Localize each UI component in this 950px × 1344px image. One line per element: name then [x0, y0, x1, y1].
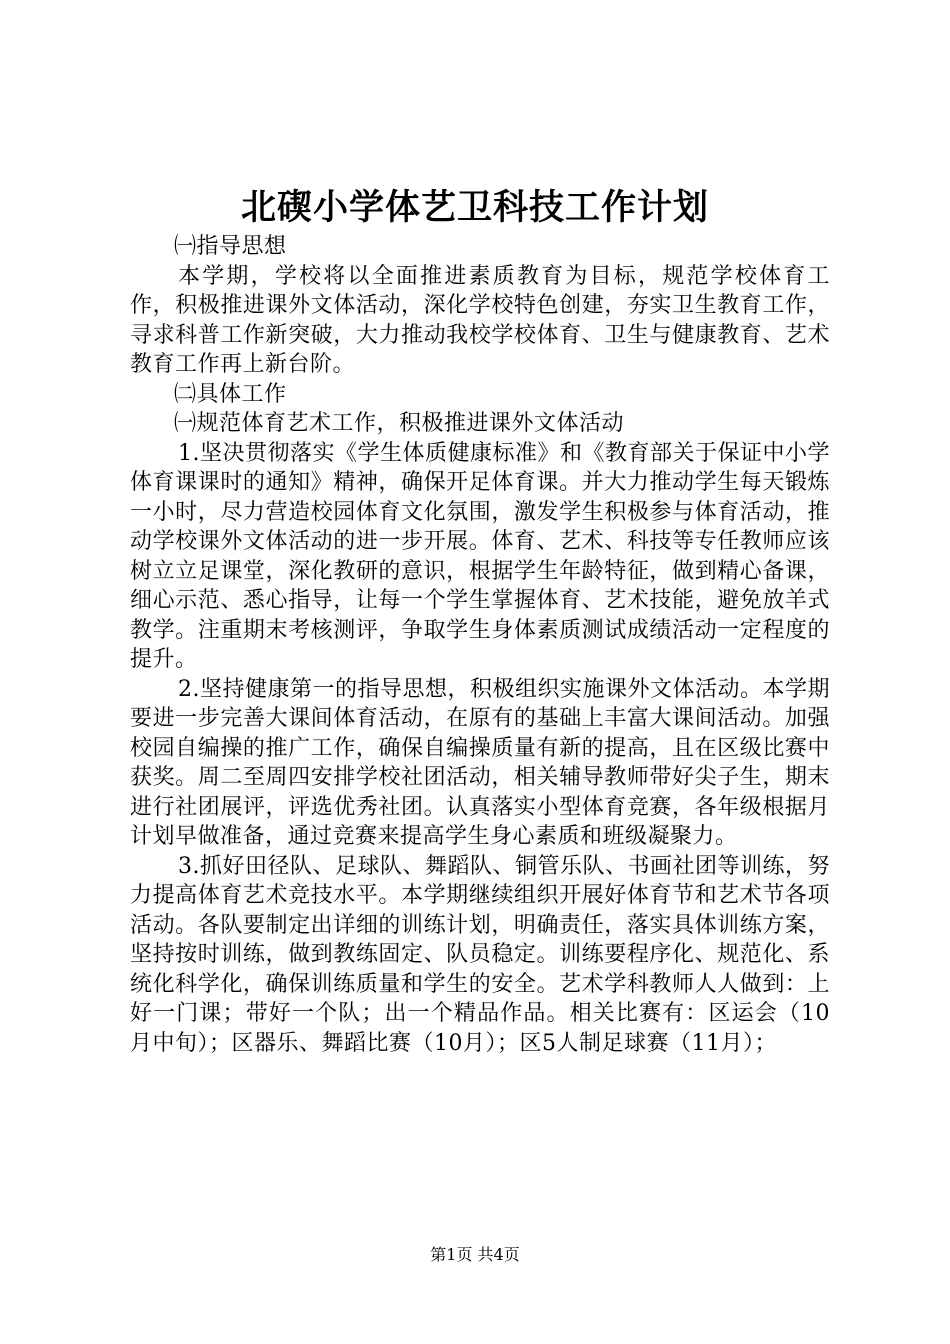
section-heading-guiding-thought: ㈠指导思想	[174, 234, 287, 259]
paragraph-guiding-thought: 本学期，学校将以全面推进素质教育为目标，规范学校体育工作，积极推进课外文体活动，深化学校特色创建，夯实卫生教育工作，寻求科普工作新突破，大力推动我校学校体育、卫生与健康教育、艺术教育工作再上新台阶。	[130, 263, 830, 377]
subsection-heading-sports-art: ㈠规范体育艺术工作，积极推进课外文体活动	[174, 411, 625, 436]
paragraph-item-1: 1.坚决贯彻落实《学生体质健康标准》和《教育部关于保证中小学体育课课时的通知》精神，确保开足体育课。并大力推动学生每天锻炼一小时，尽力营造校园体育文化氛围，激发学生积极参与体育活动，推动学校课外文体活动的进一步开展。体育、艺术、科技等专任教师应该树立立足课堂，深化教研的意识，根据学生年龄特征，做到精心备课，细心示范、悉心指导，让每一个学生掌握体育、艺术技能，避免放羊式教学。注重期末考核测评，争取学生身体素质测试成绩活动一定程度的提升。	[130, 440, 830, 672]
document-title: 北碶小学体艺卫科技工作计划	[240, 187, 709, 228]
paragraph-item-3: 3.抓好田径队、足球队、舞蹈队、铜管乐队、书画社团等训练，努力提高体育艺术竞技水平。本学期继续组织开展好体育节和艺术节各项活动。各队要制定出详细的训练计划，明确责任，落实具体训练方案，坚持按时训练，做到教练固定、队员稳定。训练要程序化、规范化、系统化科学化，确保训练质量和学生的安全。艺术学科教师人人做到：上好一门课；带好一个队；出一个精品作品。相关比赛有：区运会（10月中旬）；区器乐、舞蹈比赛（10月）；区5人制足球赛（11月）；	[130, 853, 830, 1056]
paragraph-item-2: 2.坚持健康第一的指导思想，积极组织实施课外文体活动。本学期要进一步完善大课间体育活动，在原有的基础上丰富大课间活动。加强校园自编操的推广工作，确保自编操质量有新的提高，且在区级比赛中获奖。周二至周四安排学校社团活动，相关辅导教师带好尖子生，期末进行社团展评，评选优秀社团。认真落实小型体育竞赛，各年级根据月计划早做准备，通过竞赛来提高学生身心素质和班级凝聚力。	[130, 676, 830, 849]
page-number-footer: 第1页 共4页	[430, 1245, 520, 1264]
section-heading-specific-work: ㈡具体工作	[174, 381, 287, 407]
document-body	[130, 232, 830, 1058]
